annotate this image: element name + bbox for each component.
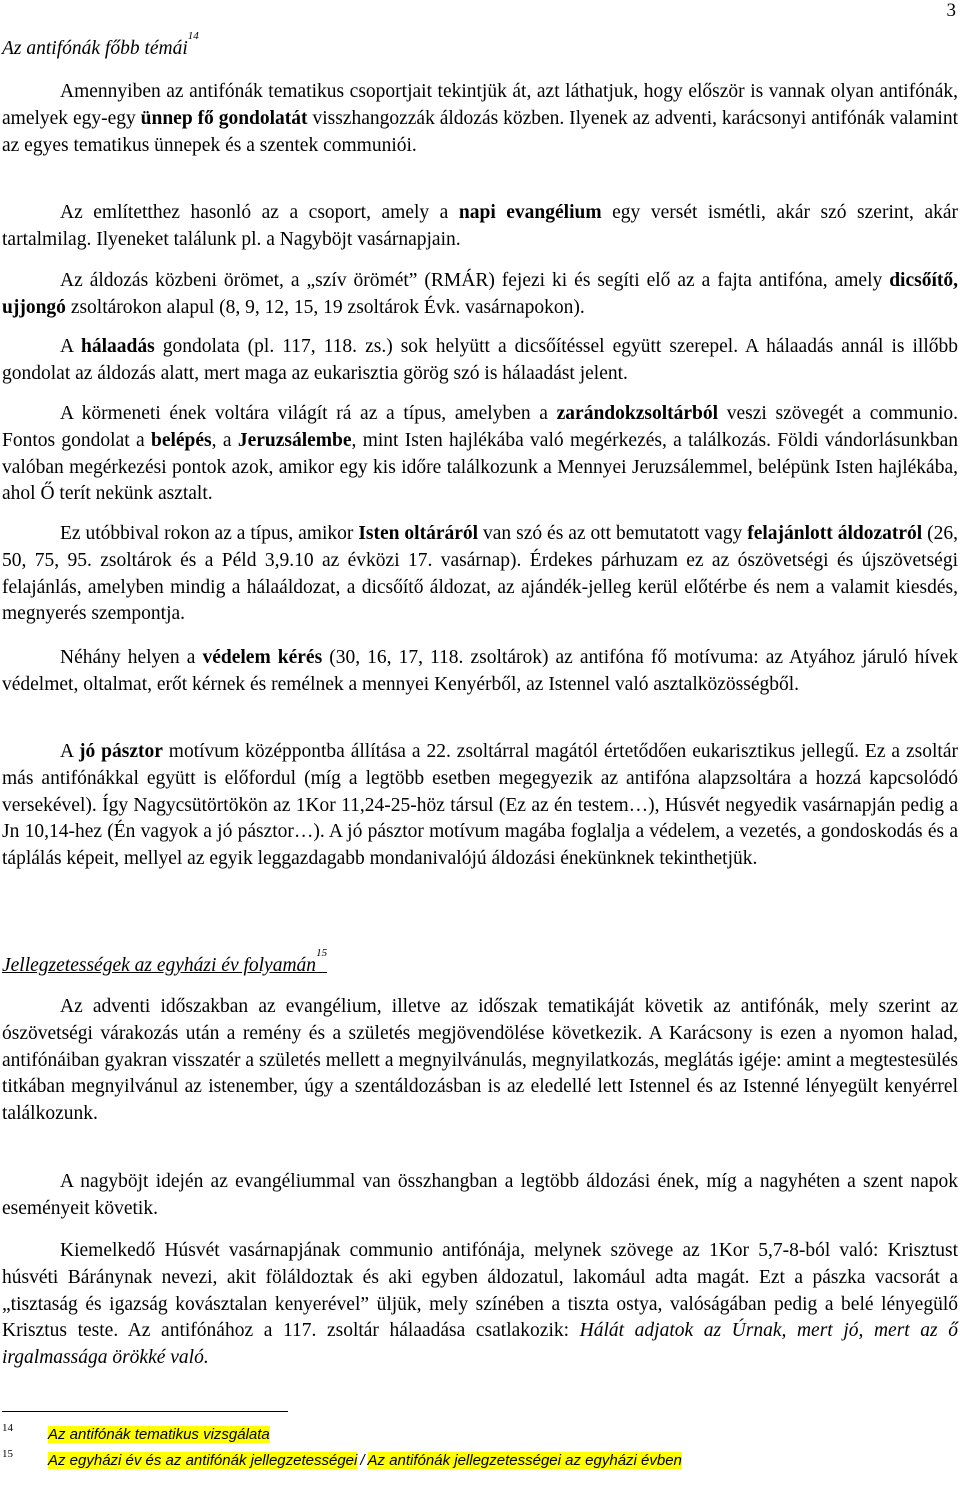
text-run: (26, 50, 75, 95. zsoltárok és a Péld 3,9.10 az évközi 17. vasárnap). Érdekes párhuzam ez az ószövetségi és újszövetségi felajánlás, amelyben mindig a hálaáldozat, a dicsőítő áldozat, az ajándék-jelleg kerül előtérbe és nem a valamit kiesdés, megnyerés szempontja.: [2, 523, 959, 625]
text-run: , mint Isten hajlékába való megérkezés, a találkozás. Földi vándorlásunkban valóban megérkezési pontok azok, amikor egy kis időre találkozunk a Mennyei Jeruzsálemmel, belépünk Isten hajlékába, ahol Ő terít nekünk asztalt.: [2, 429, 959, 505]
text-run: Néhány helyen a: [60, 647, 203, 668]
section-heading-church-year: [2, 947, 328, 977]
section-heading-themes: [2, 30, 199, 60]
text-run: , a: [211, 429, 238, 451]
footnote-15: [2, 1448, 682, 1470]
paragraph: [2, 994, 958, 1128]
bold-text: ünnep fő gondolatát: [140, 107, 308, 129]
text-run: zsoltárokon alapul (8, 9, 12, 15, 19 zsoltárok Évk. vasárnapokon).: [65, 296, 585, 318]
text-run: van szó és az ott bemutatott vagy: [478, 523, 748, 544]
paragraph: [2, 334, 958, 388]
footnote-separator: /: [360, 1452, 365, 1469]
bold-text: Isten oltáráról: [358, 523, 479, 544]
bold-text: napi evangélium: [458, 202, 602, 223]
bold-text: felajánlott áldozatról: [747, 523, 923, 544]
paragraph: [2, 401, 958, 508]
page-number: 3: [946, 0, 956, 21]
paragraph: [2, 521, 958, 628]
heading-text: Jellegzetességek az egyházi év folyamán: [2, 955, 317, 976]
text-run: visszhangozzák áldozás közben. Ilyenek az adventi, karácsonyi antifónák valamint az egyes tematikus ünnepek és a szentek communiói.: [2, 107, 959, 156]
text-run: veszi szövegét a communio. Fontos gondolat a: [2, 403, 958, 451]
text-run: Ez utóbbival rokon az a típus, amikor: [60, 523, 359, 544]
footnote-ref-14[interactable]: 14: [187, 30, 199, 42]
bold-text: jó pásztor: [78, 741, 163, 762]
text-run: A nagyböjt idején az evangéliummal van összhangban a legtöbb áldozási ének, míg a nagyhéten a szent napok eseményeit követik.: [2, 1171, 958, 1219]
text-run: (30, 16, 17, 118. zsoltárok) az antifóna fő motívuma: az Atyához járuló hívek védelmet, oltalmat, erőt kérnek és remélnek a mennyei Kenyérből, az Istennel való asztalközösségből.: [2, 647, 958, 695]
paragraph: [2, 739, 958, 873]
footnote-number: 14: [2, 1422, 13, 1434]
text-run: Az adventi időszakban az evangélium, illetve az időszak tematikáját követik az antifónák, mely szerint az ószövetségi várakozás után a remény és a születés megjövendölése következik. A Karácsony is ezen a nyomon halad, antifónáiban gyakran visszatér a születés mellett a megnyilvánulás, megnyilatkozás, meglátás igéje: amint a megtestesülés titkában megnyilvánul az istenember, úgy a szentáldozásban is az eledellé lett Istennel és az Istenné lényegült kenyérrel találkozunk.: [2, 996, 958, 1125]
text-run: A: [60, 336, 82, 357]
footnote-link[interactable]: Az egyházi év és az antifónák jellegzetességei: [48, 1452, 358, 1469]
text-run: A: [60, 741, 79, 762]
heading-text: Az antifónák főbb témái: [2, 38, 188, 59]
paragraph: [2, 1169, 958, 1223]
text-run: gondolata (pl. 117, 118. zs.) sok helyütt a dicsőítéssel együtt szerepel. A hálaadás annál is illőbb gondolat az áldozás alatt, mert maga az eukarisztia görög szó is hálaadást jelent.: [2, 336, 958, 384]
paragraph: [2, 268, 958, 322]
paragraph: [2, 645, 958, 699]
footnote-14: [2, 1422, 270, 1444]
text-run: Az áldozás közbeni örömet, a „szív örömét” (RMÁR) fejezi ki és segíti elő az a fajta antifóna, amely: [60, 270, 890, 291]
text-run: Amennyiben az antifónák tematikus csoportjait tekintjük át, azt láthatjuk, hogy először is vannak olyan antifónák, amelyek egy-egy: [2, 81, 958, 129]
bold-text: védelem kérés: [202, 647, 323, 668]
text-run: A körmeneti ének voltára világít rá az a típus, amelyben a: [60, 403, 557, 424]
text-run: egy versét ismétli, akár szó szerint, akár tartalmilag. Ilyeneket találunk pl. a Nagyböjt vasárnapjain.: [2, 202, 958, 250]
footnote-link-alt[interactable]: Az antifónák jellegzetességei az egyházi évben: [367, 1452, 682, 1469]
text-run: Kiemelkedő Húsvét vasárnapjának communio antifónája, melynek szövege az 1Kor 5,7-8-ból való: Krisztust húsvéti Báránynak nevezi, akit föláldoztak és aki egyben áldozatul, lakomául adta magát. Ezt a pászka vacsorát a „tisztaság és igazság kovásztalan kenyerével” üljük, mely színében a tiszta ostya, valóságában pedig a belé lényegülő Krisztus teste. Az antifónához a 117. zsoltár hálaadása csatlakozik:: [2, 1240, 958, 1342]
bold-text: Jeruzsálembe: [237, 429, 352, 451]
text-run: motívum középpontba állítása a 22. zsoltárral magától értetődően eukarisztikus jellegű. Ez a zsoltár más antifónákkal együtt is előfordul (míg a legtöbb esetben megegyezik az antifóna alapzsoltára a hozzá kapcsolódó versekével). Így Nagycsütörtökön az 1Kor 11,24-25-höz társul (Ez az én testem…), Húsvét negyedik vasárnapján pedig a Jn 10,14-hez (Én vagyok a jó pásztor…). A jó pásztor motívum magába foglalja a védelem, a vezetés, a gondoskodás és a táplálás képeit, mellyel az egyik leggazdagabb mondanivalójú áldozási énekünknek tekinthetjük.: [2, 741, 958, 870]
bold-text: hálaadás: [81, 336, 155, 357]
italic-text: Hálát adjatok az Úrnak, mert jó, mert az ő irgalmassága örökké való.: [2, 1320, 958, 1369]
paragraph: [2, 200, 958, 254]
bold-text: zarándokzsoltárból: [556, 403, 719, 424]
paragraph: [2, 1238, 958, 1372]
footnote-number: 15: [2, 1448, 13, 1460]
bold-text: belépés: [150, 429, 212, 451]
text-run: Az említetthez hasonló az a csoport, amely a: [60, 202, 459, 223]
bold-text: dicsőítő, ujjongó: [2, 270, 958, 318]
footnote-divider: [2, 1411, 288, 1412]
paragraph: [2, 79, 958, 159]
footnote-link[interactable]: Az antifónák tematikus vizsgálata: [48, 1426, 270, 1443]
footnote-ref-15[interactable]: 15: [316, 947, 328, 959]
